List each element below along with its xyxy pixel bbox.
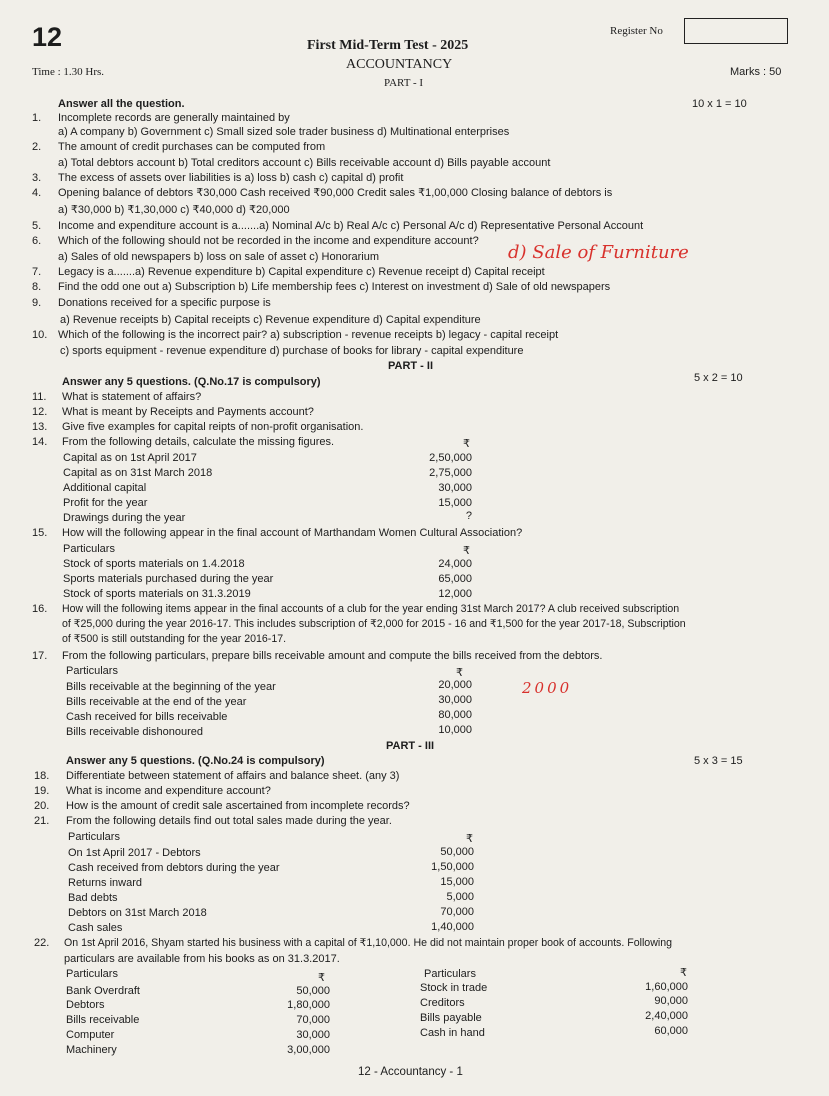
q21-row-label: On 1st April 2017 - Debtors [68, 847, 201, 859]
q14-row-label: Additional capital [63, 482, 147, 494]
q4-options: a) ₹30,000 b) ₹1,30,000 c) ₹40,000 d) ₹20,000 [58, 204, 290, 216]
q21-row-label: Bad debts [68, 892, 118, 904]
marks-label: Marks : 50 [730, 66, 782, 78]
q15-row-label: Stock of sports materials on 1.4.2018 [63, 558, 245, 570]
q17-row-value: 20,000 [438, 679, 472, 691]
q14-row-value: 2,75,000 [429, 467, 472, 479]
q11-text: What is statement of affairs? [62, 391, 202, 403]
q11-number: 11. [32, 391, 47, 403]
q5-number: 5. [32, 220, 42, 232]
q22-number: 22. [34, 937, 50, 949]
q14-number: 14. [32, 436, 48, 448]
q22-right-row-value: 1,60,000 [645, 981, 688, 993]
q22-text: particulars are available from his books as on 31.3.2017. [64, 953, 340, 965]
q16-text: of ₹25,000 during the year 2016-17. This includes subscription of ₹2,000 for 2015 - 16 and ₹1,500 for the year 2017-18, Subscription [62, 618, 686, 630]
q14-row-label: Profit for the year [63, 497, 148, 509]
q15-row-value: 24,000 [438, 558, 472, 570]
part1-title: PART - I [384, 77, 424, 89]
q21-row-value: 5,000 [446, 891, 474, 903]
q14-row-value: ? [465, 510, 472, 522]
q22-left-row-label: Bank Overdraft [66, 985, 140, 997]
q9-text: Donations received for a specific purpose is [58, 297, 271, 309]
q12-text: What is meant by Receipts and Payments account? [62, 406, 314, 418]
q18-number: 18. [34, 770, 50, 782]
q22-left-row-label: Bills receivable [66, 1014, 140, 1026]
q8-number: 8. [32, 281, 42, 293]
q10-options: c) sports equipment - revenue expenditure d) purchase of books for library - capital expenditure [60, 345, 524, 357]
q22-right-row-value: 90,000 [654, 995, 688, 1007]
handwritten-note-q17: 2000 [522, 679, 573, 697]
q8-text: Find the odd one out a) Subscription b) Life membership fees c) Interest on investment d) Sale of old newspapers [58, 281, 611, 293]
q7-text: Legacy is a.......a) Revenue expenditure b) Capital expenditure c) Revenue receipt d) Capital receipt [58, 266, 545, 278]
q15-row-value: 65,000 [438, 573, 472, 585]
q15-text: How will the following appear in the final account of Marthandam Women Cultural Association? [62, 527, 523, 539]
q21-row-label: Debtors on 31st March 2018 [68, 907, 207, 919]
q9-options: a) Revenue receipts b) Capital receipts c) Revenue expenditure d) Capital expenditure [60, 314, 481, 326]
q17-row-label: Bills receivable dishonoured [66, 726, 203, 738]
q14-row-label: Capital as on 31st March 2018 [63, 467, 213, 479]
q22-right-row-label: Stock in trade [420, 982, 488, 994]
q14-currency: ₹ [463, 438, 470, 450]
q7-number: 7. [32, 266, 42, 278]
q9-number: 9. [32, 297, 42, 309]
q16-number: 16. [32, 603, 48, 615]
q22-right-row-value: 2,40,000 [645, 1010, 688, 1022]
part1-instruction: Answer all the question. [58, 98, 185, 110]
q22-text: On 1st April 2016, Shyam started his business with a capital of ₹1,10,000. He did not maintain proper book of accounts. Following [64, 937, 672, 949]
q17-row-value: 30,000 [438, 694, 472, 706]
q16-text: How will the following items appear in the final accounts of a club for the year ending 31st March 2017? A club received subscription [62, 603, 680, 615]
q21-row-label: Cash received from debtors during the year [68, 862, 280, 874]
part2-instruction: Answer any 5 questions. (Q.No.17 is compulsory) [62, 376, 321, 388]
q17-row-value: 80,000 [438, 709, 472, 721]
part2-title: PART - II [388, 360, 434, 372]
q3-number: 3. [32, 172, 42, 184]
q15-row-label: Stock of sports materials on 31.3.2019 [63, 588, 251, 600]
subject-title: ACCOUNTANCY [346, 57, 453, 72]
register-label: Register No [610, 25, 663, 37]
q22-right-row-label: Bills payable [420, 1012, 482, 1024]
q21-row-label: Returns inward [68, 877, 142, 889]
q22-left-particulars-header: Particulars [66, 968, 118, 980]
q21-particulars-header: Particulars [68, 831, 120, 843]
q21-text: From the following details find out total sales made during the year. [66, 815, 392, 827]
q22-left-row-value: 3,00,000 [287, 1044, 330, 1056]
q2-number: 2. [32, 141, 42, 153]
q6-number: 6. [32, 235, 42, 247]
q22-left-row-label: Computer [66, 1029, 115, 1041]
q22-left-row-value: 30,000 [296, 1029, 330, 1041]
q21-row-value: 70,000 [440, 906, 474, 918]
q10-text: Which of the following is the incorrect pair? a) subscription - revenue receipts b) legacy - capital receipt [58, 329, 559, 341]
q20-number: 20. [34, 800, 50, 812]
q1-number: 1. [32, 112, 42, 124]
q22-left-row-value: 50,000 [296, 985, 330, 997]
q22-right-row-label: Cash in hand [420, 1027, 485, 1039]
q21-number: 21. [34, 815, 50, 827]
q18-text: Differentiate between statement of affairs and balance sheet. (any 3) [66, 770, 400, 782]
q22-left-row-value: 1,80,000 [287, 999, 330, 1011]
q17-row-label: Cash received for bills receivable [66, 711, 228, 723]
handwritten-answer-q6: d) Sale of Furniture [508, 242, 689, 263]
q21-row-value: 15,000 [440, 876, 474, 888]
q21-currency: ₹ [466, 833, 473, 845]
part3-instruction: Answer any 5 questions. (Q.No.24 is compulsory) [66, 755, 325, 767]
register-number-box [684, 18, 788, 44]
part1-marks: 10 x 1 = 10 [692, 98, 747, 110]
q3-text: The excess of assets over liabilities is a) loss b) cash c) capital d) profit [58, 172, 404, 184]
q21-row-value: 1,50,000 [431, 861, 474, 873]
q17-text: From the following particulars, prepare bills receivable amount and compute the bills received from the debtors. [62, 650, 603, 662]
q22-right-row-value: 60,000 [654, 1025, 688, 1037]
q10-number: 10. [32, 329, 48, 341]
q22-left-row-label: Machinery [66, 1044, 117, 1056]
q14-row-value: 30,000 [438, 482, 472, 494]
q19-text: What is income and expenditure account? [66, 785, 271, 797]
part3-title: PART - III [386, 740, 435, 752]
q22-left-row-value: 70,000 [296, 1014, 330, 1026]
q19-number: 19. [34, 785, 50, 797]
q13-text: Give five examples for capital reipts of non-profit organisation. [62, 421, 364, 433]
q17-row-label: Bills receivable at the end of the year [66, 696, 247, 708]
q1-options: a) A company b) Government c) Small sized sole trader business d) Multinational enterprises [58, 126, 510, 138]
q15-row-value: 12,000 [438, 588, 472, 600]
q13-number: 13. [32, 421, 48, 433]
q14-row-label: Drawings during the year [63, 512, 186, 524]
q15-particulars-header: Particulars [63, 543, 115, 555]
q22-left-row-label: Debtors [66, 999, 105, 1011]
q14-text: From the following details, calculate the missing figures. [62, 436, 335, 448]
q17-row-value: 10,000 [438, 724, 472, 736]
q21-row-label: Cash sales [68, 922, 123, 934]
part2-marks: 5 x 2 = 10 [694, 372, 743, 384]
q5-text: Income and expenditure account is a.......a) Nominal A/c b) Real A/c c) Personal A/c d) Representative Personal Account [58, 220, 644, 232]
class-number: 12 [32, 22, 63, 52]
page-footer: 12 - Accountancy - 1 [358, 1066, 463, 1078]
q4-number: 4. [32, 187, 42, 199]
q4-text: Opening balance of debtors ₹30,000 Cash received ₹90,000 Credit sales ₹1,00,000 Closing balance of debtors is [58, 187, 613, 199]
q22-right-row-label: Creditors [420, 997, 465, 1009]
q2-text: The amount of credit purchases can be computed from [58, 141, 326, 153]
q20-text: How is the amount of credit sale ascertained from incomplete records? [66, 800, 410, 812]
q14-row-value: 15,000 [438, 497, 472, 509]
q17-currency: ₹ [456, 667, 463, 679]
q21-row-value: 50,000 [440, 846, 474, 858]
q2-options: a) Total debtors account b) Total creditors account c) Bills receivable account d) Bills payable account [58, 157, 551, 169]
q14-row-label: Capital as on 1st April 2017 [63, 452, 197, 464]
part3-marks: 5 x 3 = 15 [694, 755, 743, 767]
q15-row-label: Sports materials purchased during the year [63, 573, 274, 585]
q17-row-label: Bills receivable at the beginning of the year [66, 681, 276, 693]
q12-number: 12. [32, 406, 48, 418]
q16-text: of ₹500 is still outstanding for the year 2016-17. [62, 633, 287, 645]
q6-text: Which of the following should not be recorded in the income and expenditure account? [58, 235, 479, 247]
q15-currency: ₹ [463, 545, 470, 557]
q14-row-value: 2,50,000 [429, 452, 472, 464]
q22-right-currency: ₹ [680, 967, 687, 979]
q15-number: 15. [32, 527, 48, 539]
q17-number: 17. [32, 650, 48, 662]
time-label: Time : 1.30 Hrs. [32, 66, 105, 78]
q22-left-currency: ₹ [318, 972, 325, 984]
q22-right-particulars-header: Particulars [424, 968, 476, 980]
q6-options: a) Sales of old newspapers b) loss on sale of asset c) Honorarium [58, 251, 379, 263]
q1-text: Incomplete records are generally maintained by [58, 112, 290, 124]
test-title: First Mid-Term Test - 2025 [307, 38, 469, 53]
q21-row-value: 1,40,000 [431, 921, 474, 933]
q17-particulars-header: Particulars [66, 665, 118, 677]
